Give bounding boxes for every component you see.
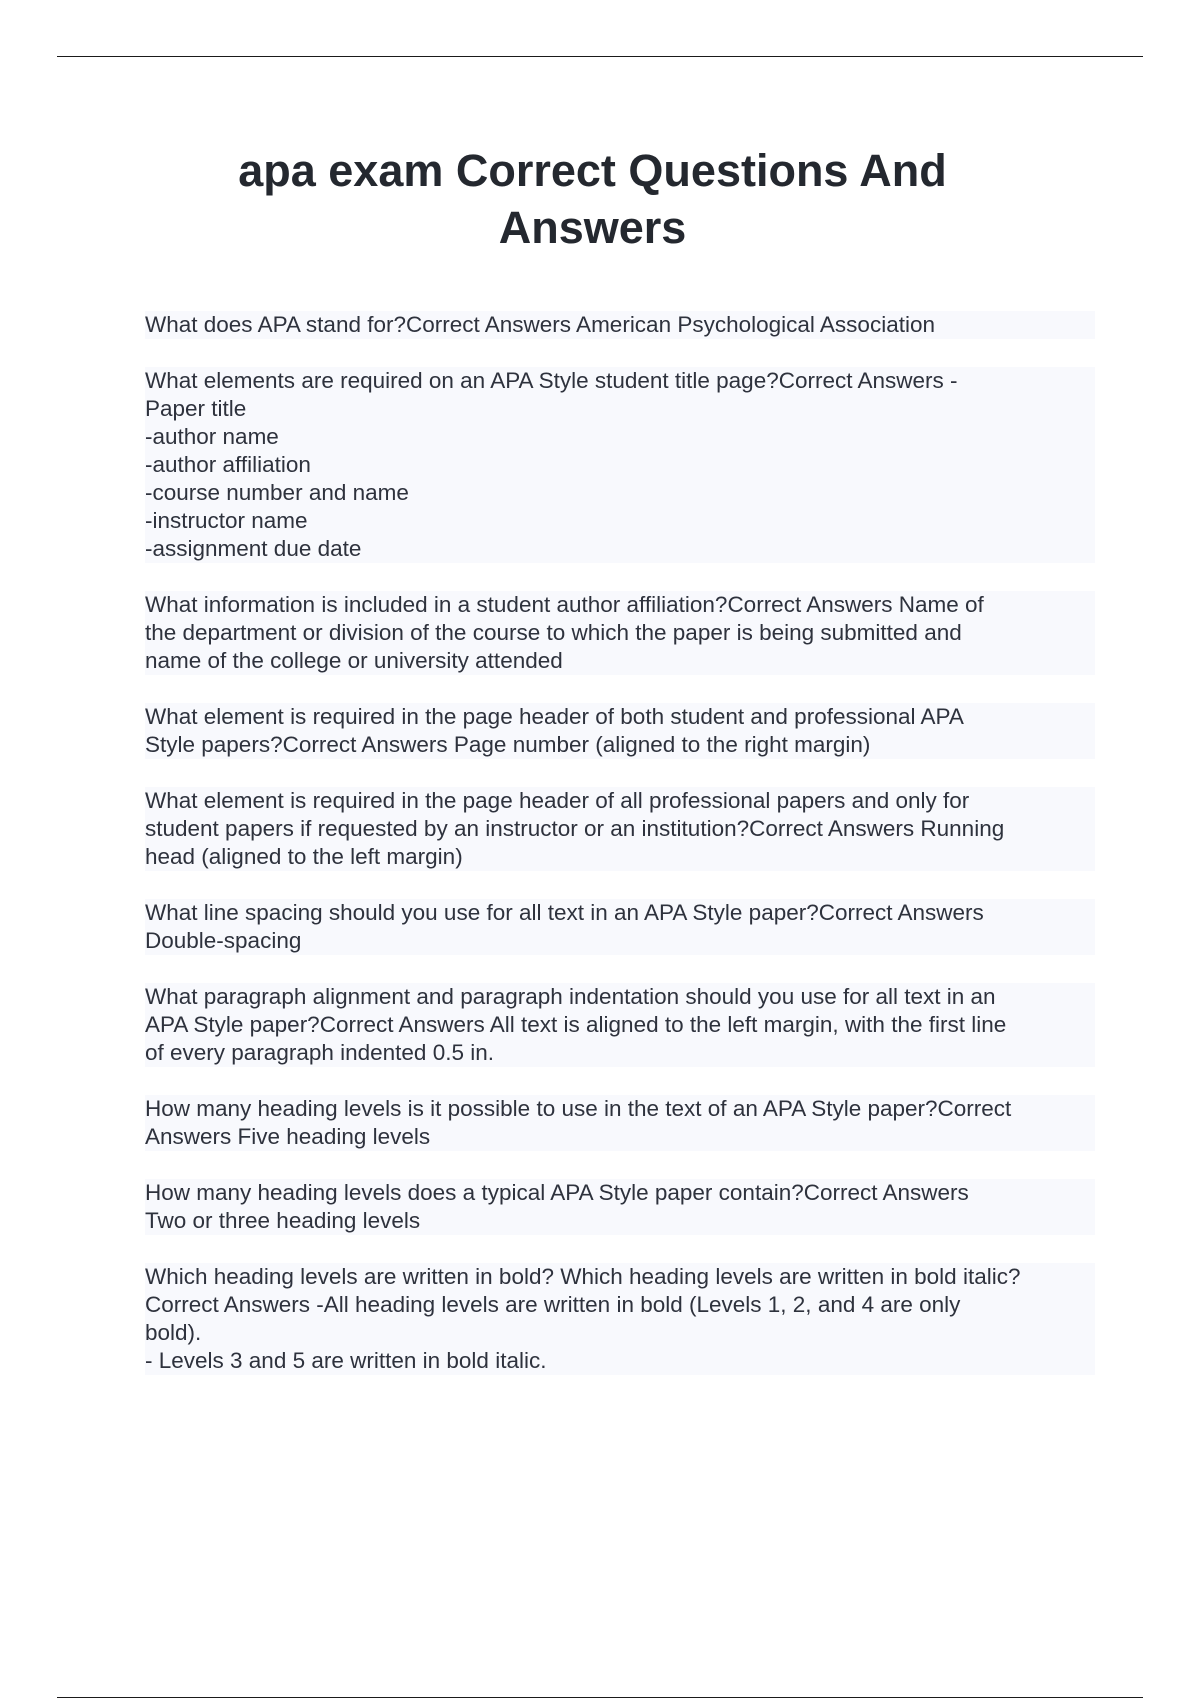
- question-text: What element is required in the page header of both student and professional APA Style papers?: [145, 704, 964, 757]
- question-text: What element is required in the page header of all professional papers and only for student papers if requested by an instructor or an institution?: [145, 788, 970, 841]
- question-text: What paragraph alignment and paragraph indentation should you use for all text in an APA Style paper?: [145, 984, 996, 1037]
- answer-text: Correct Answers - Paper title -author name -author affiliation -course number and name -instructor name -assignment due date: [145, 368, 958, 561]
- qa-list: [145, 311, 1095, 1403]
- question-text: What information is included in a student author affiliation?: [145, 592, 728, 617]
- qa-item: [145, 367, 1095, 563]
- qa-item: [145, 1095, 1095, 1151]
- answer-text: Correct Answers Five heading levels: [145, 1096, 1012, 1149]
- answer-text: Correct Answers -All heading levels are written in bold (Levels 1, 2, and 4 are only bold). - Levels 3 and 5 are written in bold italic.: [145, 1292, 961, 1373]
- answer-text: Correct Answers Running head (aligned to the left margin): [145, 816, 1005, 869]
- question-text: How many heading levels does a typical APA Style paper contain?: [145, 1180, 804, 1205]
- question-text: What elements are required on an APA Style student title page?: [145, 368, 779, 393]
- qa-item: [145, 591, 1095, 675]
- qa-item: [145, 983, 1095, 1067]
- qa-item: [145, 311, 1095, 339]
- question-text: What line spacing should you use for all text in an APA Style paper?: [145, 900, 819, 925]
- qa-item: [145, 703, 1095, 759]
- answer-text: Correct Answers Double-spacing: [145, 900, 984, 953]
- answer-text: Correct Answers Name of the department or division of the course to which the paper is being submitted and name of the college or university attended: [145, 592, 984, 673]
- answer-text: Correct Answers Page number (aligned to the right margin): [282, 732, 871, 757]
- answer-text: Correct Answers Two or three heading levels: [145, 1180, 969, 1233]
- answer-text: Correct Answers American Psychological Association: [406, 312, 935, 337]
- question-text: How many heading levels is it possible to use in the text of an APA Style paper?: [145, 1096, 938, 1121]
- qa-item: [145, 899, 1095, 955]
- qa-item: [145, 1263, 1095, 1375]
- bottom-rule: [57, 1697, 1143, 1698]
- answer-text: Correct Answers All text is aligned to the left margin, with the first line of every paragraph indented 0.5 in.: [145, 1012, 1007, 1065]
- qa-item: [145, 787, 1095, 871]
- document-title: apa exam Correct Questions And Answers: [238, 145, 947, 253]
- question-text: Which heading levels are written in bold? Which heading levels are written in bold italic?: [145, 1264, 1021, 1289]
- top-rule: [57, 56, 1143, 57]
- qa-item: [145, 1179, 1095, 1235]
- question-text: What does APA stand for?: [145, 312, 406, 337]
